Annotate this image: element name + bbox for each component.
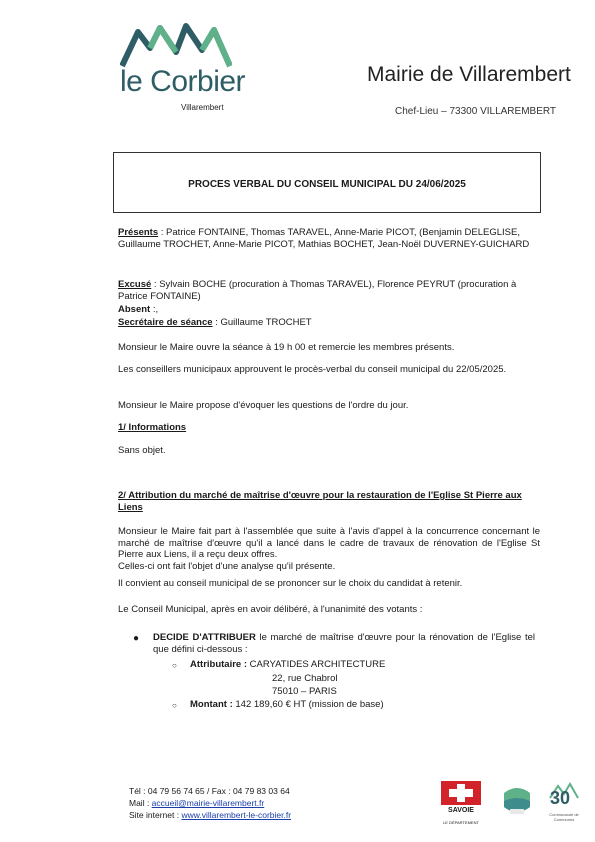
- presents-text: : Patrice FONTAINE, Thomas TARAVEL, Anne-Marie PICOT, (Benjamin DELEGLISE, Guillaume TROCHET, Anne-Marie PICOT, Mathias BOCHET, Jean-Noël DUVERNEY-GUICHARD: [118, 227, 530, 250]
- section1-body: Sans objet.: [118, 445, 166, 456]
- attributaire-line: [190, 659, 530, 671]
- section2-paragraph-2: Celles-ci ont fait l'objet d'une analyse qu'il présente.: [118, 561, 336, 572]
- secretaire-text: : Guillaume TROCHET: [212, 317, 312, 328]
- savoie-cross-icon: [441, 781, 481, 805]
- section2-paragraph-3: Il convient au conseil municipal de se prononcer sur le choix du candidat à retenir.: [118, 578, 463, 589]
- mairie-title: Mairie de Villarembert: [367, 63, 571, 86]
- attributaire-name: CARYATIDES ARCHITECTURE: [247, 659, 386, 670]
- montant-value: 142 189,60 € HT (mission de base): [232, 699, 384, 710]
- logo-subtitle: Villarembert: [181, 103, 224, 112]
- savoie-label: SAVOIE: [448, 807, 474, 814]
- absent-paragraph: [118, 304, 540, 316]
- excuse-label: Excusé: [118, 279, 152, 290]
- decide-label: DECIDE D'ATTRIBUER: [153, 632, 256, 643]
- savoie-logo: [438, 781, 484, 825]
- circle-bullet-icon: ○: [172, 701, 177, 710]
- address-line-2: 75010 – PARIS: [272, 686, 337, 697]
- mountains-logo-icon: [120, 22, 232, 68]
- document-title: PROCES VERBAL DU CONSEIL MUNICIPAL DU 24/06/2025: [188, 179, 466, 190]
- presents-paragraph: [118, 227, 540, 250]
- logo-wordmark: le Corbier: [120, 65, 246, 98]
- footer-site-line: [129, 810, 291, 820]
- community-logo-sublabel: Communauté de Communes: [549, 812, 579, 822]
- intro-paragraph-1: Monsieur le Maire ouvre la séance à 19 h 00 et remercie les membres présents.: [118, 342, 455, 353]
- absent-label: Absent: [118, 304, 151, 315]
- footer-site-label: Site internet :: [129, 810, 182, 820]
- secretaire-label: Secrétaire de séance: [118, 317, 213, 328]
- mairie-address: Chef-Lieu – 73300 VILLAREMBERT: [395, 106, 557, 117]
- circle-bullet-icon: ○: [172, 661, 177, 670]
- montant-label: Montant :: [190, 699, 233, 710]
- absent-text: :,: [150, 304, 159, 315]
- secretaire-paragraph: [118, 317, 540, 329]
- footer-site-link[interactable]: www.villarembert-le-corbier.fr: [181, 810, 292, 820]
- bullet-dot-icon: ●: [133, 633, 140, 644]
- intro-paragraph-2: Les conseillers municipaux approuvent le procès-verbal du conseil municipal du 22/05/2025.: [118, 364, 507, 375]
- footer-phone: Tél : 04 79 56 74 65 / Fax : 04 79 83 03 64: [129, 786, 290, 796]
- footer-mail-link[interactable]: accueil@mairie-villarembert.fr: [151, 798, 265, 808]
- montant-line: [190, 699, 530, 711]
- decide-text: le marché de maîtrise d'œuvre pour la rénovation de l'Eglise tel que défini ci-dessous :: [153, 632, 536, 655]
- excuse-paragraph: [118, 279, 540, 302]
- section1-heading: 1/ Informations: [118, 422, 187, 433]
- attributaire-label: Attributaire :: [190, 659, 247, 670]
- section2-heading: 2/ Attribution du marché de maîtrise d'œuvre pour la restauration de l'Eglise St Pierre aux Liens: [118, 490, 522, 513]
- community-logo-number: 30: [550, 788, 571, 808]
- section2-paragraph-4: Le Conseil Municipal, après en avoir délibéré, à l'unanimité des votants :: [118, 604, 423, 615]
- presents-label: Présents: [118, 227, 159, 238]
- partner-badge-icon: [500, 783, 534, 817]
- excuse-text: : Sylvain BOCHE (procuration à Thomas TARAVEL), Florence PEYRUT (procuration à Patrice FONTAINE): [118, 279, 517, 302]
- footer-mail-line: [129, 798, 264, 808]
- community-logo: [544, 780, 584, 825]
- section2-paragraph-1: Monsieur le Maire fait part à l'assemblée que suite à l'avis d'appel à la concurrence concernant le marché de maîtrise d'œuvre qu'il a lancé dans le cadre de travaux de rénovation de l'Eglise St Pierre aux Liens, il a reçu deux offres.: [118, 526, 540, 560]
- intro-paragraph-3: Monsieur le Maire propose d'évoquer les questions de l'ordre du jour.: [118, 400, 409, 411]
- footer-mail-label: Mail :: [129, 798, 152, 808]
- decide-paragraph: [153, 632, 535, 655]
- title-box: [113, 152, 541, 213]
- savoie-sublabel: LE DÉPARTEMENT: [443, 820, 479, 825]
- address-line-1: 22, rue Chabrol: [272, 673, 338, 684]
